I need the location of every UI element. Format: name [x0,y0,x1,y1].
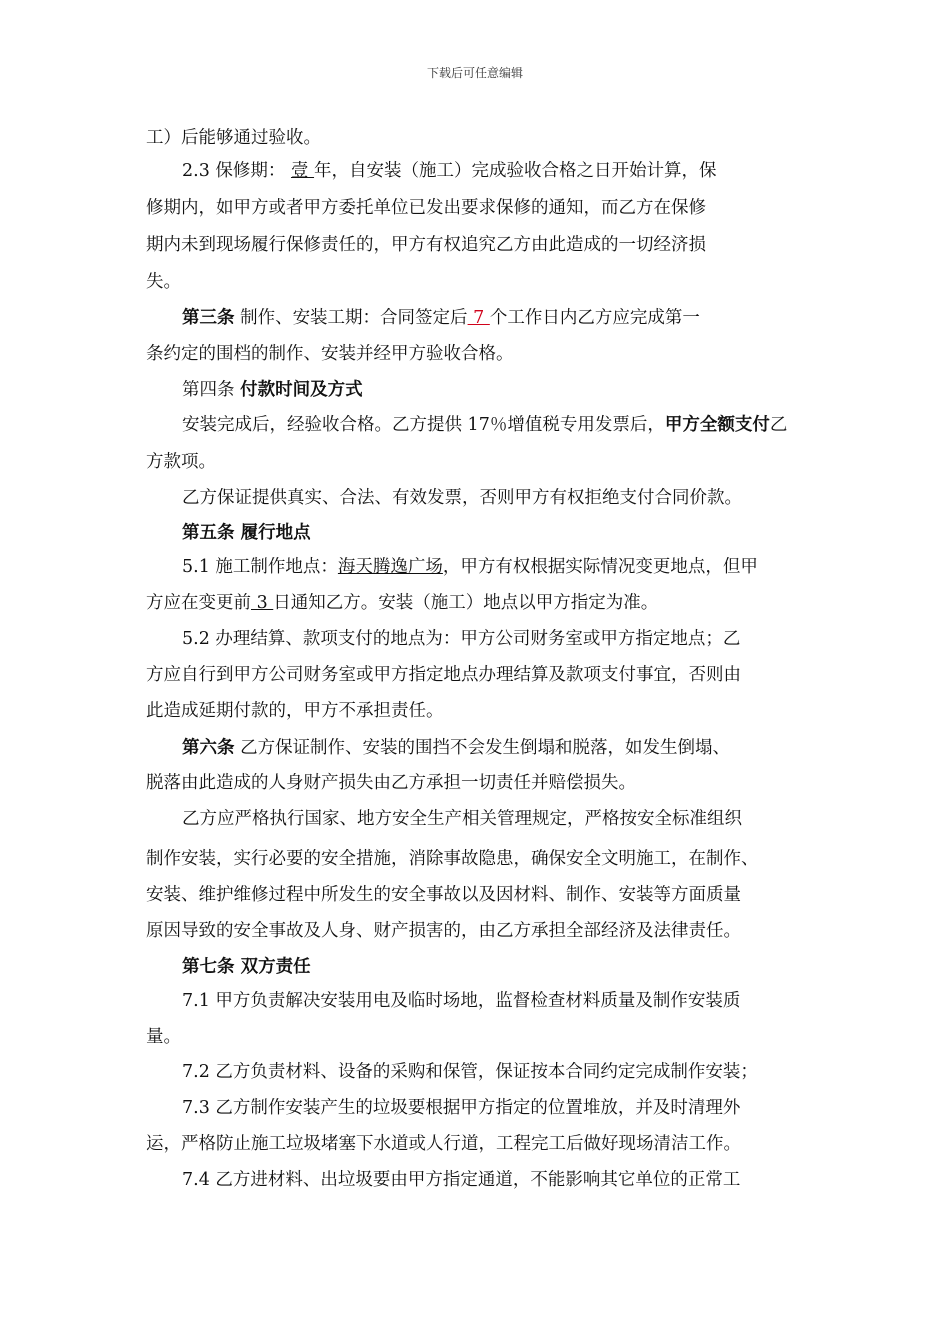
line-19: 脱落由此造成的人身财产损失由乙方承担一切责任并赔偿损失。 [146,773,636,793]
line-18 [182,737,730,759]
line-5: 失。 [146,272,181,292]
line-25: 7.1 甲方负责解决安装用电及临时场地，监督检查材料质量及制作安装质 [182,991,741,1011]
article-3-heading: 第三条 [182,308,235,328]
line-15: 5.2 办理结算、款项支付的地点为：甲方公司财务室或甲方指定地点；乙 [182,629,741,649]
line-8 [182,379,363,401]
article-5-heading: 第五条 履行地点 [182,523,311,543]
line-4: 期内未到现场履行保修责任的，甲方有权追究乙方由此造成的一切经济损 [146,235,706,255]
line-7: 条约定的围档的制作、安装并经甲方验收合格。 [146,344,514,364]
line-20: 乙方应严格执行国家、地方安全生产相关管理规定，严格按安全标准组织 [182,809,742,829]
warranty-years-field: 壹 [290,161,315,181]
line-30: 7.4 乙方进材料、出垃圾要由甲方指定通道，不能影响其它单位的正常工 [182,1170,741,1190]
line-6 [182,307,700,329]
line-11: 乙方保证提供真实、合法、有效发票，否则甲方有权拒绝支付合同价款。 [182,488,742,508]
article-4-title: 付款时间及方式 [240,380,363,400]
full-payment-emphasis: 甲方全额支付 [664,415,770,435]
line-23: 原因导致的安全事故及人身、财产损害的，由乙方承担全部经济及法律责任。 [146,921,741,941]
text-segment: 制作、安装工期：合同签定后 [234,308,468,328]
page-header: 下载后可任意编辑 [426,66,523,80]
notice-days-field: 3 [251,593,274,613]
text-segment: 乙方保证制作、安装的围挡不会发生倒塌和脱落，如发生倒塌、 [234,738,731,758]
text-segment: 乙 [769,415,788,435]
location-field: 海天腾逸广场 [337,557,443,577]
line-22: 安装、维护维修过程中所发生的安全事故以及因材料、制作、安装等方面质量 [146,885,741,905]
line-9 [182,414,787,436]
line-28: 7.3 乙方制作安装产生的垃圾要根据甲方指定的位置堆放，并及时清理外 [182,1098,741,1118]
line-16: 方应自行到甲方公司财务室或甲方指定地点办理结算及款项支付事宜，否则由 [146,665,741,685]
line-1: 工）后能够通过验收。 [146,128,321,148]
line-17: 此造成延期付款的，甲方不承担责任。 [146,701,444,721]
text-segment: 方应在变更前 [146,593,251,613]
line-13 [182,556,758,578]
text-segment: 2.3 保修期： [182,161,291,181]
article-7-heading: 第七条 双方责任 [182,957,311,977]
line-3: 修期内，如甲方或者甲方委托单位已发出要求保修的通知，而乙方在保修 [146,198,706,218]
text-segment: 日通知乙方。安装（施工）地点以甲方指定为准。 [273,593,659,613]
work-days-field: 7 [467,308,490,328]
text-segment: ，甲方有权根据实际情况变更地点，但甲 [442,557,758,577]
article-6-heading: 第六条 [182,738,235,758]
text-segment: 个工作日内乙方应完成第一 [489,308,700,328]
line-26: 量。 [146,1027,181,1047]
line-27: 7.2 乙方负责材料、设备的采购和保管，保证按本合同约定完成制作安装； [182,1062,758,1082]
line-21: 制作安装，实行必要的安全措施，消除事故隐患，确保安全文明施工，在制作、 [146,849,759,869]
text-segment: 5.1 施工制作地点： [182,557,338,577]
line-10: 方款项。 [146,452,216,472]
text-segment: 年，自安装（施工）完成验收合格之日开始计算，保 [314,161,717,181]
line-29: 运，严格防止施工垃圾堵塞下水道或人行道，工程完工后做好现场清洁工作。 [146,1134,741,1154]
line-14 [146,592,658,614]
line-2 [182,160,717,182]
article-4-label: 第四条 [182,380,241,400]
text-segment: 安装完成后，经验收合格。乙方提供 17％增值税专用发票后， [182,415,665,435]
